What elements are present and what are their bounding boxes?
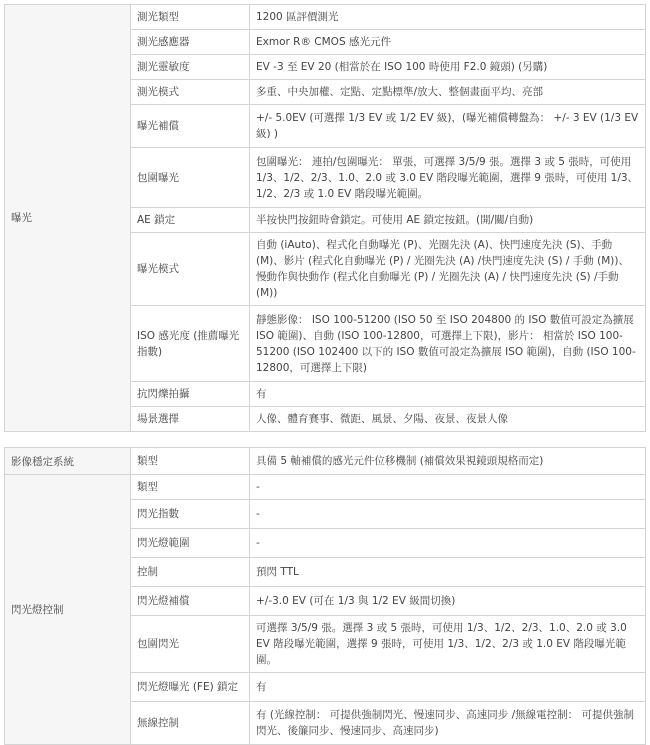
row-label: 包圍曝光 (131, 148, 250, 208)
row-label: 曝光補償 (131, 105, 250, 148)
row-label: 閃光燈補償 (131, 587, 250, 616)
row-label: AE 鎖定 (131, 208, 250, 233)
table-row (5, 475, 646, 500)
stabilization-flash-spec-table (4, 447, 646, 745)
row-value: 可選擇 3/5/9 張。選擇 3 或 5 張時，可使用 1/3、1/2、2/3、1.0、2.0 或 3.0 EV 階段曝光範圍，選擇 9 張時，可使用 1/3、1/2、2/3 或 1.0 EV 階段曝光範圍。 (250, 616, 646, 673)
row-value: 有 (250, 673, 646, 702)
row-value: 有 (光線控制： 可提供強制閃光、慢速同步、高速同步 /無線電控制： 可提供強制閃光、後簾同步、慢速同步、高速同步) (250, 702, 646, 745)
row-value: - (250, 500, 646, 529)
category-stabilization: 影像穩定系統 (5, 448, 131, 475)
row-label: 場景選擇 (131, 407, 250, 432)
row-label: 閃光指數 (131, 500, 250, 529)
row-label: 曝光模式 (131, 233, 250, 306)
table-row (5, 448, 646, 475)
row-value: 靜態影像： ISO 100-51200 (ISO 50 至 ISO 204800 的 ISO 數值可設定為擴展 ISO 範圍)、自動 (ISO 100-12800，可選擇上下限)，影片： 相當於 ISO 100-51200 (ISO 102400 以下的 ISO 數值可設定為擴展 ISO 範圍)，自動 (ISO 100-12800，可選擇上下限) (250, 306, 646, 382)
row-value: +/-3.0 EV (可在 1/3 與 1/2 EV 級間切換) (250, 587, 646, 616)
row-label: 閃光燈曝光 (FE) 鎖定 (131, 673, 250, 702)
row-value: Exmor R® CMOS 感光元件 (250, 30, 646, 55)
exposure-spec-table (4, 4, 646, 432)
row-value: 多重、中央加權、定點、定點標準/放大、整個畫面平均、亮部 (250, 80, 646, 105)
row-label: 測光靈敏度 (131, 55, 250, 80)
row-label: 測光感應器 (131, 30, 250, 55)
row-label: 測光類型 (131, 5, 250, 30)
row-value: - (250, 475, 646, 500)
row-label: 抗閃爍拍攝 (131, 382, 250, 407)
row-label: 類型 (131, 448, 250, 475)
row-value: 具備 5 軸補償的感光元件位移機制 (補償效果視鏡頭規格而定) (250, 448, 646, 475)
row-label: 包圍閃光 (131, 616, 250, 673)
row-value: 1200 區評價測光 (250, 5, 646, 30)
row-label: 類型 (131, 475, 250, 500)
category-exposure: 曝光 (5, 5, 131, 432)
row-value: EV -3 至 EV 20 (相當於在 ISO 100 時使用 F2.0 鏡頭) (另購) (250, 55, 646, 80)
row-value: 半按快門按鈕時會鎖定。可使用 AE 鎖定按鈕。(開/關/自動) (250, 208, 646, 233)
row-value: 人像、體育賽事、微距、風景、夕陽、夜景、夜景人像 (250, 407, 646, 432)
row-value: 包圍曝光： 連拍/包圍曝光： 單張，可選擇 3/5/9 張。選擇 3 或 5 張時，可使用 1/3、1/2、2/3、1.0、2.0 或 3.0 EV 階段曝光範圍，選擇 9 張時，可使用 1/3、1/2、2/3 或 1.0 EV 階段曝光範圍。 (250, 148, 646, 208)
row-value: - (250, 529, 646, 558)
table-row (5, 5, 646, 30)
row-value: 自動 (iAuto)、程式化自動曝光 (P)、光圈先決 (A)、快門速度先決 (S)、手動 (M)、影片 (程式化自動曝光 (P) / 光圈先決 (A) /快門速度先決 (S) / 手動 (M))、慢動作與快動作 (程式化自動曝光 (P) / 光圈先決 (A) / 快門速度先決 (S) /手動 (M)) (250, 233, 646, 306)
category-flash: 閃光燈控制 (5, 475, 131, 745)
row-value: +/- 5.0EV (可選擇 1/3 EV 或 1/2 EV 級)，(曝光補償轉盤為： +/- 3 EV (1/3 EV 級) ) (250, 105, 646, 148)
row-label: ISO 感光度 (推薦曝光指數) (131, 306, 250, 382)
row-label: 測光模式 (131, 80, 250, 105)
row-label: 閃光燈範圍 (131, 529, 250, 558)
row-label: 無線控制 (131, 702, 250, 745)
row-value: 有 (250, 382, 646, 407)
row-label: 控制 (131, 558, 250, 587)
row-value: 預閃 TTL (250, 558, 646, 587)
